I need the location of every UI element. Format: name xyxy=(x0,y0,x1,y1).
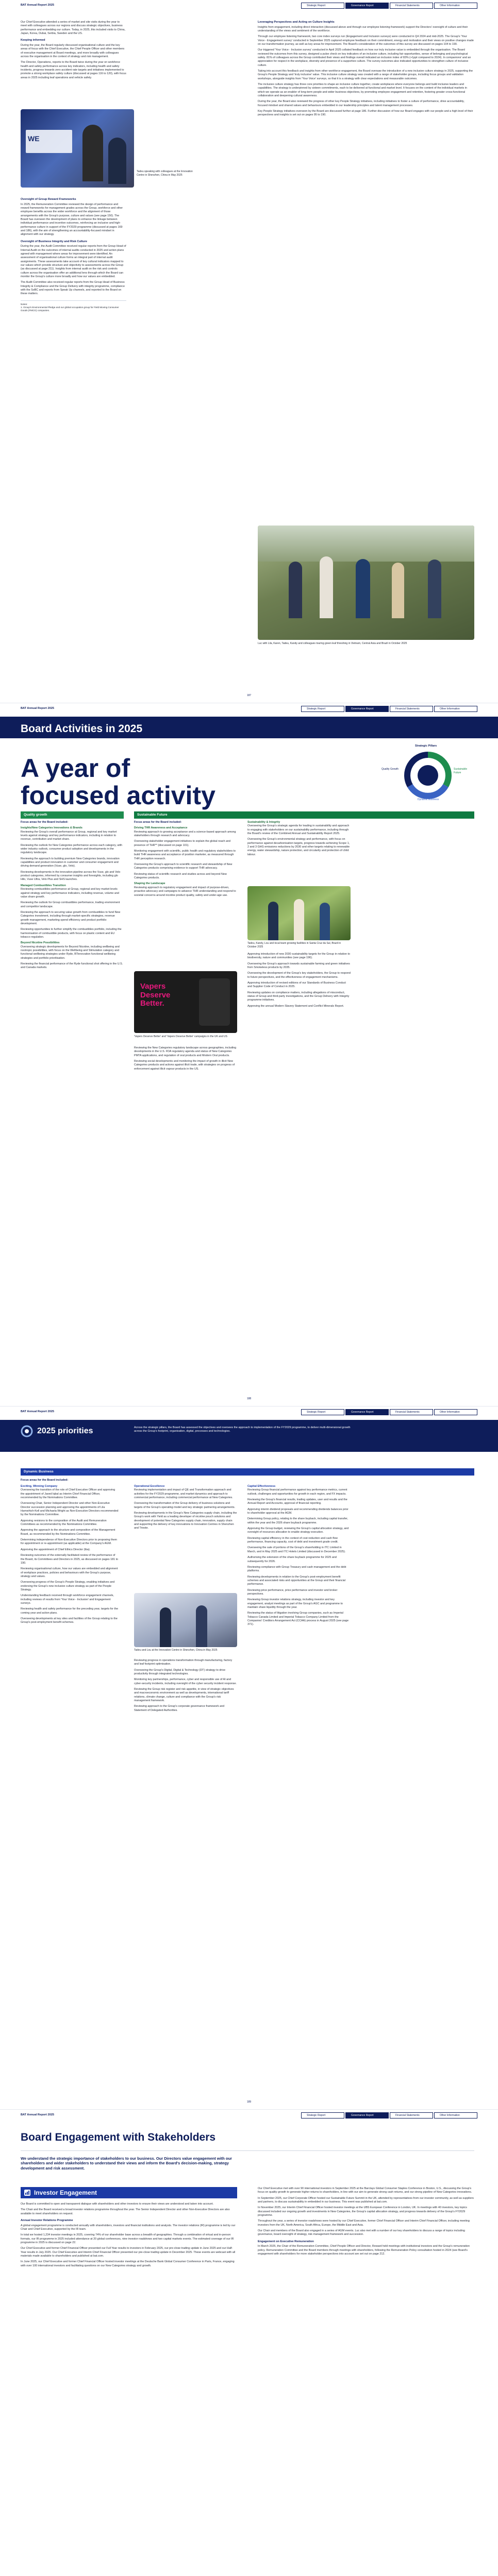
item-text: Overseeing the development of the Group's key stakeholders, the Group to respond to future perspectives, and the effectiveness of engagement mechanisms. xyxy=(247,972,351,979)
priorities-text: Across the strategic pillars, the Board has assessed the objectives and oversees the approach to implementation of the FY2029 programme, to deliver multi-dimensional growth across the Group's footprint, organisation, digital, processes and technologies. xyxy=(134,1426,351,1433)
sustainable-future-column-lower xyxy=(134,1046,237,1073)
qg-item xyxy=(21,884,124,899)
item-text: Overseeing the transition of the role of Chief Executive Officer and approving the appointment of Javed Iqbal as Interim Chief Financial Officer, recommended by the Nominations Committee. xyxy=(21,1488,115,1500)
sustainability-column-lower xyxy=(247,953,351,1010)
qg-item xyxy=(21,928,124,939)
intro-statement: We understand the strategic importance of stakeholders to our business. Our Directors value engagement with our shareholders and wider stakeholders to understand their views and inform the Board's decision-making, strategy development and risk assessment. xyxy=(21,2156,232,2171)
paragraph: Our Chief Executive attended a series of market and site visits during the year to meet with colleagues across our regions and discuss strategic objectives, business performance and embedding our culture. Today, in 2025, this included visits to China, Japan, Korea, Dubai, Serbia, Sweden and the US. xyxy=(21,21,125,36)
photo-caption: Tadeu speaking with colleagues at the Innovation Centre in Shenzhen, China in May 2025 xyxy=(137,170,193,177)
item-text: Overseeing the transformation of the Group delivery of business solutions and targets of the Group's operating model and key strategic partnering arrangements. xyxy=(134,1502,236,1509)
item-text: Reviewing social developments and monitoring the impact of growth in illicit New Categories products and actions against illicit trade, with strategies on progress of enforcement against illicit vapour products in the US. xyxy=(134,1060,235,1071)
pillar-header-dynamic-business: Dynamic Business xyxy=(21,1468,474,1476)
item-heading: Insights/New Categories Innovations & Brands xyxy=(21,826,82,830)
item-text: Overseeing the Group's strategic agenda for leading in sustainability and approach to engaging with stakeholders on our sustainability performance, including through the Board's review of the Combined Annual and Sustainability Report 2025. xyxy=(247,824,350,836)
item-text: Reviewing approach to growing acceptance and a science-based approach among stakeholders through research and advocacy. xyxy=(134,830,236,838)
section-heading: Engagement on Executive Remuneration xyxy=(258,2240,314,2243)
tab-governance-report[interactable]: Governance Report xyxy=(345,706,389,713)
item-text: Reviewing organisational culture, how our values are embedded and alignment of workplace practices, policies and behaviours with the Group's purpose, strategy and values. xyxy=(21,1567,118,1578)
item-text: Reviewing developments in relation to the Group's post-employment benefit schemes and associated risks and opportunities at the Group and their financial performance. xyxy=(247,1575,345,1586)
campaign-slogan: Vapers Deserve Better. xyxy=(140,982,171,1008)
wheel-title: Strategic Pillars xyxy=(415,744,437,748)
item-text: Approving revisions to the composition of the Audit and Remuneration Committees as recommended by the Nominations Committee. xyxy=(21,1519,107,1527)
section-heading: Oversight of Group Reward Frameworks xyxy=(21,198,76,201)
item-text: Approving introduction of new 2030 sustainability targets for the Group in relation to biodiversity, nature and communities (see page 196). xyxy=(247,953,350,960)
item-text: Approving the Group budget, reviewing the Group's capital allocation strategy, and oversight of resources allocation to enable strategy execution. xyxy=(247,1527,349,1534)
item-text: Approving interim dividend proposals and recommending dividends balances prior to shareholder approval at the AGM. xyxy=(247,1507,348,1515)
photo-vapers-campaign xyxy=(134,971,237,1033)
photo-caption: Tadeu, Kandy, Lou and local team growing facilities in Santa Cruz da Sul, Brazil in October 2025 xyxy=(247,942,341,948)
section-tabs xyxy=(301,1409,477,1416)
qg-item xyxy=(21,857,124,869)
tab-other-information[interactable]: Other Information xyxy=(434,1409,477,1416)
report-title: BAT Annual Report 2025 xyxy=(21,707,54,710)
page-number: 189 xyxy=(246,2100,252,2104)
paragraph: Our Chief Executive met with over 90 international investors in September 2025 at the Barclays Global Consumer Staples Conference in Boston, U.S., discussing the Group's focus on quality growth to generate higher returns to shareholders, in line with our aim to generate strong cash returns, and our strong pipeline of New Categories innovations. xyxy=(258,2187,472,2194)
paragraph: In September 2025, our Chief Corporate Officer hosted our Sustainable Future Summit in the UK, attended by representatives from our investor community, as well as suppliers and partners, to discuss sustainability in embedded in our business. This event was published at bat.com. xyxy=(258,2196,474,2204)
paragraph: A global engagement programme is conducted annually with shareholders, investors and financial institutions and analysts. The investor relations (IR) programme is led by our Chair and Chief Executive, supported by the IR team. xyxy=(21,2224,236,2231)
item-text: Reviewing the outlook for Group combustibles performance, trading environment and competitor landscape. xyxy=(21,901,120,908)
sf-item xyxy=(134,882,237,897)
paragraph: Through our employee listening framework, two core index surveys run (Engagement and Inclusion surveys) were conducted in Q4 2024 and mid-2025. The Group's 'Your Voice - Engagement survey' conducted in September 2025 captured employee feedback on their commitment, energy and motivation and their views on positive changes made on our transformation journey, as well as key areas for improvement. The Board's consideration of the outcomes of this survey are discussed on pages 104 to 190. xyxy=(258,35,474,46)
item-text: Reviewing the Group's financial results, trading updates, user and results and the Annual Report and Accounts, approval of financial reporting. xyxy=(247,1498,347,1505)
qg-item xyxy=(21,826,124,841)
paragraph: Insights from engagement, including direct interaction (discussed above and through our employee listening framework) support the Directors' oversight of culture and their understanding of the views and sentiment of the workforce. xyxy=(258,25,468,32)
section-heading: Annual Investor Relations Programme xyxy=(21,2219,73,2223)
item-text: Approving the appointment of Chief Ethics Director (tba). xyxy=(21,1548,91,1551)
report-page-187 xyxy=(0,0,498,703)
investor-right-column xyxy=(258,2187,474,2258)
photo-caption: 'Vapers Deserve Better' and 'Vapers Deserve Better' campaigns in the UK and US xyxy=(134,1035,227,1038)
item-text: Reviewing implementation and impact of QE and Transformation approach and activities for the FY2029 programme, and market dynamics and approach to commercial performance, including commercial performance at New Categories. xyxy=(134,1488,233,1500)
section-heading: Oversight of Business Integrity and Risk Culture xyxy=(21,240,87,243)
stakeholder-header xyxy=(21,2130,474,2173)
tab-financial-statements[interactable]: Financial Statements xyxy=(390,1409,433,1416)
dynamic-column-2-lower xyxy=(134,1659,237,1715)
tab-other-information[interactable]: Other Information xyxy=(434,2112,477,2119)
tab-strategic-report[interactable]: Strategic Report xyxy=(301,1409,344,1416)
investor-icon xyxy=(24,2189,31,2196)
item-text: Reviewing the New Categories regulatory landscape across geographies, including developments in the U.S. FDA regulatory agenda and status of New Categories PMTA applications, and regulation of oral products and Modern Oral products. xyxy=(134,1046,237,1057)
paragraph: Our triggered 'Your Voice - Inclusion survey' conducted in April 2025 collated feedback on how our truly inclusive value is embedded through the organisation. The Board reviewed the outcomes from this survey, designed a pulse check on key indicators of an inclusive culture, including fair opportunities, sense of belonging and psychological safety. 81% of colleagues across the Group contributed their views and findings overall indicated an inclusion index of 83% (+1ppt compared to 2024). In companions' and an appreciation for respect in the workplace, diversity and presence of a supportive culture. The survey outcomes also indicated opportunities to strengthen culture of inclusive culture. xyxy=(258,48,471,67)
investor-engagement-title: Investor Engagement xyxy=(34,2189,97,2196)
sf-item xyxy=(134,863,237,871)
section-title: Board Activities in 2025 xyxy=(21,723,143,735)
pillar-header-quality-growth: Quality growth xyxy=(21,811,124,819)
item-text: Reviewing outcomes of the externally facilitated review of the performance of the Board, its Committees and Directors in 2025, as discussed on pages 181 to 190. xyxy=(21,1554,119,1565)
page-number: 187 xyxy=(246,694,252,698)
item-text: Overseeing the Group's environmental strategy and performance, with focus on performance against decarbonisation targets, progress towards achieving Scope 1, 2 and 3 GHG emissions reductions by 2030 and other targets relating to renewable energy, water stewardship, nature protection, and circularity and protection of child labour. xyxy=(247,838,350,856)
item-text: Reviewing approach to regulatory engagement and impact of purpose-driven, proactive advocacy and campaigns to advance THR understanding and respond to societal concerns around nicotine product quality, safety and under-age use. xyxy=(134,886,236,897)
focus-label: Focus areas for the Board included: xyxy=(21,1479,69,1482)
photo-caption: Luc with Lila, Karen, Tadeu, Kandy and colleagues touring green leaf threshing in Vietnam, Central Asia and Brazil in October 2025 xyxy=(258,642,407,645)
sf-item xyxy=(134,826,237,838)
section-tabs xyxy=(301,706,477,713)
hero-line-1: A year of xyxy=(21,754,130,783)
paragraph: During the year, the Board also reviewed the progress of other key People Strategy initiatives, including initiatives to foster a culture of performance, drive accountability, focused mindset and shared values and behaviours embedded in our leadership principles and talent management processes. xyxy=(258,100,464,107)
item-text: Approving introduction of revised editions of our Standards of Business Conduct and Supplier Code of Conduct in 2025. xyxy=(247,981,346,989)
priorities-band xyxy=(0,1420,498,1452)
wheel-label-quality-growth: Quality Growth xyxy=(381,768,399,771)
qg-item xyxy=(21,911,124,926)
item-text: Reviewing the Group risk register and risk appetite, in view of strategic objectives and macroeconomic environment as well as developments, international tariff relations, climate change, culture and compliance with the Group's risk management framework. xyxy=(134,1688,234,1703)
item-heading: Driving THR Awareness and Acceptance xyxy=(134,826,188,830)
section-heading: Keeping informed xyxy=(21,39,45,42)
item-text: Overseeing the sale of portions of the Group's shareholding in ITC Limited in March, and in May 2025 and ITC Hotels Limited (discussed in December 2025). xyxy=(247,1546,346,1553)
item-text: Reviewing progress in operations transformation through manufacturing, factory and leaf footprint optimisation. xyxy=(134,1659,233,1666)
wheel-label-sustainable-future: Sustainable Future xyxy=(454,768,468,774)
item-text: Reviewing the status of litigation involving Group companies, such as Imperial Tobacco Canada Limited and Imperial Tobacco Company Limited from the Companies' Creditors Arrangement Act (CCAA) process in August 2025 (see page 371). xyxy=(247,1612,349,1626)
sustainability-column xyxy=(247,821,351,859)
item-text: Reviewing combustibles performance at Group, regional and key market levels against strategy and key performance indicators, including revenue, volume and value share growth. xyxy=(21,888,119,899)
item-heading: Beyond Nicotine Possibilities xyxy=(21,941,60,945)
item-text: Reviewing opportunities to further simplify the combustibles portfolio, including the harmonisation of combustible products, with focus on plastic content and EU tobacco regulation. xyxy=(21,928,122,939)
tab-strategic-report[interactable]: Strategic Report xyxy=(301,3,344,9)
item-text: Approving the annual Modern Slavery Statement and Conflict Minerals Report. xyxy=(247,1004,344,1008)
report-title: BAT Annual Report 2025 xyxy=(21,2113,54,2117)
tab-governance-report[interactable]: Governance Report xyxy=(345,3,389,9)
item-text: Reviewing Group investor relations strategy, including investor and key engagement, analyst meetings as part of the Group's AGC and programme to maintain share liquidity through the year. xyxy=(247,1598,343,1609)
item-text: Reviewing developments in the innovation pipeline across the Vuse, glo and Velo product categories, informed by consumer insights and foresights, including glo Hilo, Vuse Ultra, Velo Plus and SHS launches. xyxy=(21,870,121,882)
qg-item xyxy=(21,941,124,960)
item-text: Reviewing status of scientific research and studies across and beyond New Categories products. xyxy=(134,872,227,880)
tab-strategic-report[interactable]: Strategic Report xyxy=(301,2112,344,2119)
tab-other-information[interactable]: Other Information xyxy=(434,3,477,9)
item-text: Overseeing Chair, Senior Independent Director and other Non-Executive Director succession planning and approving the appointments of Lila Harnwhich-Kell and Michaela Wright as Non-Executive Directors recommended by the Nominations Committee. xyxy=(21,1502,119,1517)
report-header xyxy=(0,2110,498,2121)
item-heading: Operational Excellence xyxy=(134,1485,165,1488)
paragraph: The Director, Operations, reports to the Board twice during the year on workforce health and safety performance across key indicators, including health and safety incidents, progress towards zero accident rate targets and initiatives implemented to promote a strong workplace safety culture (discussed at pages 116 to 120), with focus areas in 2025 including leaf operations and vehicle safety. xyxy=(21,61,126,79)
item-text: Approving the approach to the structure and composition of the Management Board, as recommended by the Nominations Committee. xyxy=(21,1529,115,1536)
item-text: Determining Group policy, relating to the share buyback, including capital transfer, within the year and the 2026 share buyback programme. xyxy=(247,1517,348,1524)
investor-engagement-header xyxy=(21,2187,237,2198)
photo-leaf-threshing xyxy=(258,526,474,640)
item-text: Reviewing Group financial performance against key performance metrics, current outlook, challenges and opportunities for growth in each region, and FX impacts. xyxy=(247,1488,347,1496)
divider xyxy=(21,2150,474,2151)
paragraph: The inclusive culture strategy has three core priorities to shape an inclusive culture together, create workplaces where everyone belongs and build inclusive leaders and capabilities. The strategy is underpinned by sixteen commitments, each to be delivered at functional and market level. It focuses on the content of the individual markets in which we operate as an enabler of long-term people and wider business objectives, by promoting employee engagement and retention, fostering greater cross-functional collaboration and deepening cultural awareness. xyxy=(258,83,467,98)
paragraph: In 2025, the Remuneration Committee reviewed the design of performance and reward frameworks for management grades across the Group, workforce and other employee benefits across the wider workforce and the alignment of those arrangements with the Group's purpose, culture and values (see page 150). The Board has overseen the development of plans to enhance the linkage between individual performance and incentive outcomes, reinforcing an inclusive and high-performance culture in support of the FY2029 programme (discussed at pages 169 and 186), with the aim of strengthening an accountability-focused mindset in alignment with our strategy. xyxy=(21,202,123,236)
item-text: Overseeing developments at key sites and facilities of the Group relating to the Group's post-employment benefit schemes. xyxy=(21,1617,118,1624)
report-header xyxy=(0,0,498,11)
paragraph: Throughout the year, a series of investor roadshows were hosted by our Chief Executive, former Chief Financial Officer and Interim Chief Financial Officer, including meeting investors from the UK, North America, South Africa, Europe, the Middle East and Asia. xyxy=(258,2219,470,2227)
item-text: Overseeing progress of the Group's People Strategy, enabling initiatives and endorsing the Group's new inclusive culture strategy as part of the People Strategy. xyxy=(21,1581,115,1591)
report-page-188 xyxy=(0,703,498,1406)
item-text: Reviewing the Group's overall performance at Group, regional and key market levels against strategy and key performance indicators, including in relation to revenue, contribution and market share. xyxy=(21,830,117,841)
footnotes: Notes: 1. Group's Environmental Pledge and our global occupation group for Field Moving Consumer Goods (FMCG) companies. xyxy=(21,302,119,312)
photo-china-visit: WE xyxy=(21,109,134,188)
page-title: Board Engagement with Stakeholders xyxy=(21,2131,216,2143)
tab-other-information[interactable]: Other Information xyxy=(434,706,477,713)
item-text: Overseeing the Group's Digital, Digital & Technology (DT) strategy to drive productivity through integrated technologies. xyxy=(134,1668,226,1676)
report-page-190 xyxy=(0,2110,498,2576)
qg-item xyxy=(21,871,124,882)
item-heading: Capital Effectiveness xyxy=(247,1485,276,1488)
item-text: Overseeing strategic developments for Beyond Nicotine, including wellbeing and nootropic possibilities, with focus on the Wellbeing and Stimulation category and functional wellbeing strategies under Ryde, BTinnovation functional wellbeing strategies and portfolio prioritisation. xyxy=(21,945,120,960)
item-text: Reviewing the approach to building premium New Categories brands, innovation capabilities and product innovation in customer and consumer engagement and driving demand generation (Vuse, glo, Velo). xyxy=(21,857,120,868)
qg-item xyxy=(21,901,124,909)
paragraph: The Chair and the Board received a broad investor relations programme throughout the year. The Senior Independent Director and other Non-Executive Directors are also available to meet shareholders on request. xyxy=(21,2208,230,2215)
item-text: Monitoring key partnerships, performance, cyber and responsible use of AI and cyber-security incidents, including oversight of the cyber security incident response. xyxy=(134,1678,237,1685)
report-header xyxy=(0,1406,498,1418)
photo-farm-visit xyxy=(247,886,351,940)
item-text: Reviewing the financial performance of the Ryde functional shot offering in the U.S. and Canada markets. xyxy=(21,962,123,970)
item-text: Reviewing the outlook for New Categories performance across each category, with wider industry outlook, consumer product adoption and developments in the regulatory landscape. xyxy=(21,843,123,855)
item-text: Reviewing developments in the Group's New Categories supply chain, including the Group's work with Yield as a leading developer of nicotine pouch solutions and development of potential New Categories supply chain, innovation, supply chain and supporting the delivery of key innovations to Innovation Centres in Shenzhen and Trieste. xyxy=(134,1512,237,1530)
item-text: Reviewing capital efficiency in the context of cost reduction and cash flow performance, financing capacity, cost of debt and investment grade credit. xyxy=(247,1536,339,1544)
item-heading: Exciting, Winning Company xyxy=(21,1485,58,1488)
dynamic-column-3 xyxy=(247,1485,351,1629)
paragraph: Key People Strategy initiatives overseen by the Board are discussed further at page 186. Further discussion of how our Board engages with our people and a high level of their perspectives and insights is set out on pages 95 to 190. xyxy=(258,110,473,117)
paragraph: Taking into account this feedback and insights from other workforce engagement, the Board oversaw the introduction of a new inclusive culture strategy in 2025, supporting the Group's People Strategy and 'truly inclusive' value. This inclusive culture strategy was created with a range of stakeholder groups, including focus groups and validation workshops, alongside insights from 'Your Voice' surveys, so that it is a strategy with clear expectations and measurable outcomes. xyxy=(258,70,473,80)
pillars-wheel-graphic xyxy=(381,750,474,801)
item-text: Reviewing the approach to securing value growth from combustibles to fund New Categories investment, including through market-specific strategies, revenue growth management, marketing spend efficiency and product portfolio development. xyxy=(21,910,121,925)
dynamic-column-1 xyxy=(21,1485,119,1627)
tab-strategic-report[interactable]: Strategic Report xyxy=(301,706,344,713)
paragraph: Our Chief Executive and former Chief Financial Officer presented our Full Year results to investors in February 2025, our pre-close trading update in June 2025 and our Half-Year results in July 2025. Our Chief Executive and Interim Chief Financial Officer presented our pre-close trading update in December 2025. These events are webcast with all materials made available to shareholders and published at bat.com. xyxy=(21,2247,236,2258)
sf-item xyxy=(134,840,237,848)
section-heading: Leveraging Perspectives and Acting on Culture Insights xyxy=(258,21,335,24)
paragraph: In March 2025, the Chair of the Remuneration Committee, Chief People Officer and Director, Reward held meetings with institutional investors and the Group's remuneration policy. Remuneration Committee and the Board members through meetings with shareholders, following the Remuneration Policy consultation hosted in 2024 (see Board's engagement with shareholders for more stakeholder perspectives into account are set out on page 212. xyxy=(258,2245,470,2256)
divider xyxy=(21,300,126,301)
tab-governance-report[interactable]: Governance Report xyxy=(345,2112,389,2119)
tab-financial-statements[interactable]: Financial Statements xyxy=(390,2112,433,2119)
photo-caption: Tadeu and Lou at the Innovation Centre in Shenzhen, China in May 2025 xyxy=(134,1649,218,1652)
report-title: BAT Annual Report 2025 xyxy=(21,1410,54,1414)
item-text: Understanding feedback received through workforce engagement channels, including reviews of results from 'Your Voice - Inclusion' and Engagement surveys. xyxy=(21,1594,114,1605)
left-column xyxy=(21,21,126,82)
photo-shenzhen-centre xyxy=(134,1593,237,1647)
paragraph: The Audit Committee also received regular reports from the Group Head of Business Integrity & Compliance and the Group Delivery with integrity programme, compliance with the SoBC and reports from Speak Up channels, and reported to the Board on these matters. xyxy=(21,281,125,296)
item-text: Authorising the extension of the share buyback programme for 2025 and subsequently for 2026. xyxy=(247,1556,337,1563)
strategic-pillars-wheel xyxy=(381,744,474,801)
item-text: Determining independence of Non-Executive Directors prior to proposing them for appointment or re-appointment (as applicable) at the Company's AGM. xyxy=(21,1538,117,1546)
item-text: Reviewing approach to the Group's corporate governance framework and Statement of Delegated Authorities. xyxy=(134,1705,225,1712)
section-band xyxy=(0,717,498,738)
section-tabs xyxy=(301,2112,477,2119)
item-text: Reviewing price performance, price performance and investor and broker perspectives. xyxy=(247,1588,338,1596)
item-text: Reviewing health and safety performance for the preceding year, targets for the coming year and action plans. xyxy=(21,1607,119,1615)
sustainable-future-column xyxy=(134,821,237,900)
sf-item xyxy=(134,850,237,861)
left-column-lower xyxy=(21,195,126,314)
item-heading: Managed Combustibles Transition xyxy=(21,884,66,887)
qg-item xyxy=(21,962,124,970)
paragraph: Our Chair and members of the Board also engaged in a series of AGM events. Luc also met with a number of our key shareholders to discuss a range of topics including governance, board oversight of strategy, risk management framework and succession. xyxy=(258,2229,465,2236)
hero-line-2: focused activity xyxy=(21,781,215,810)
right-column xyxy=(258,21,474,120)
section-tabs xyxy=(301,3,477,9)
report-header xyxy=(0,703,498,715)
item-text: Monitoring engagement with scientific, public health and regulatory stakeholders to build THR awareness and acceptance of position marketer, as measured through THR perception research. xyxy=(134,850,236,860)
priorities-icon xyxy=(21,1425,33,1437)
tab-governance-report[interactable]: Governance Report xyxy=(345,1409,389,1416)
page-number: 188 xyxy=(246,1397,252,1401)
tab-financial-statements[interactable]: Financial Statements xyxy=(390,706,433,713)
paragraph: In total we hosted 1,234 investor meetings in 2025, covering 74% of our shareholder base across a breadth of geographies. Through a combination of virtual and in-person formats, our IR programme in 2025 included attendance at 20 global conferences, nine investor roadshows and two capital markets events. The estimated coverage of our IR programme in 2025 is discussed on page 22. xyxy=(21,2233,234,2244)
dynamic-column-2 xyxy=(134,1485,237,1533)
report-page-189 xyxy=(0,1406,498,2110)
priorities-title: 2025 priorities xyxy=(37,1427,93,1436)
paragraph: In November 2025, our Interim Chief Financial Officer hosted investor meetings at the UBS European Conference in London, UK. In meetings with 40 investors, key topics discussed included our ongoing growth and investments in New Categories, the Group's capital allocation strategy, and progress towards delivery of the Group's FY2029 programme. xyxy=(258,2206,467,2217)
item-text: Overseeing stakeholder engagement initiatives to explain the global reach and presence of THR** (discussed on page 101). xyxy=(134,840,230,847)
investor-left-column xyxy=(21,2202,237,2270)
tab-financial-statements[interactable]: Financial Statements xyxy=(390,3,433,9)
report-title: BAT Annual Report 2025 xyxy=(21,4,54,7)
pillar-header-sustainable-future: Sustainable Future xyxy=(134,811,474,819)
item-text: Reviewing compliance with Group Treasury and cash management and the debt platforms. xyxy=(247,1565,346,1573)
hero-heading xyxy=(21,755,278,809)
item-text: Reviewing updates on compliance matters, including allegations of misconduct, status of Group and third-party investigations, and the Group Delivery with Integrity programme initiatives. xyxy=(247,991,350,1002)
item-text: Overseeing the Group's approach to scientific research and stewardship of New Categories products comprising evidence to support THR advocacy. xyxy=(134,863,233,870)
focus-label: Focus areas for the Board included: xyxy=(134,821,182,824)
paragraph: Our Board is committed to open and transparent dialogue with shareholders and other investors to ensure their views are understood and taken into account. xyxy=(21,2202,214,2206)
item-text: Overseeing the Group's approach towards sustainable farming and green initiatives from Smokeless products by 2035. xyxy=(247,962,350,970)
qg-item xyxy=(21,844,124,855)
item-heading: Shaping the Landscape xyxy=(134,882,165,886)
paragraph: In June 2025, our Chief Executive and former Chief Financial Officer hosted investor meetings at the Deutsche Bank Global Consumer Conference in Paris, France, engaging with over 100 international investors and facilitating questions on our New Categories strategy and growth. xyxy=(21,2260,235,2267)
item-heading: Sustainability & Integrity xyxy=(247,821,280,824)
quality-growth-column xyxy=(21,821,124,972)
paragraph: During the year, the Board regularly discussed organisational culture and the key areas of focus with the Chief Executive, the Chief People Officer and other members of executive management at Board meetings, and more broadly with colleagues across the organisation in the context of strategy and risk management. xyxy=(21,43,125,58)
focus-label: Focus areas for the Board included: xyxy=(21,821,69,824)
wheel-label-dynamic-business: Dynamic Business xyxy=(418,798,439,801)
sf-item xyxy=(134,873,237,880)
paragraph: During the year, the Audit Committee received regular reports from the Group Head of Internal Audit on the outcomes of internal audits conducted in 2025 and action plans agreed with management where areas for improvement were identified. An assessment of organisational culture forms an integral part of internal audit assignments. These assessments take account of key cultural indicators mapped to our values which provide structure and objectivity to assessments across the Group (as discussed at page 211). Insights from internal audit on the risk and controls culture across the organisation offer an additional lens through which the Board can monitor the Group's culture more broadly and how our values are embedded. xyxy=(21,245,126,279)
